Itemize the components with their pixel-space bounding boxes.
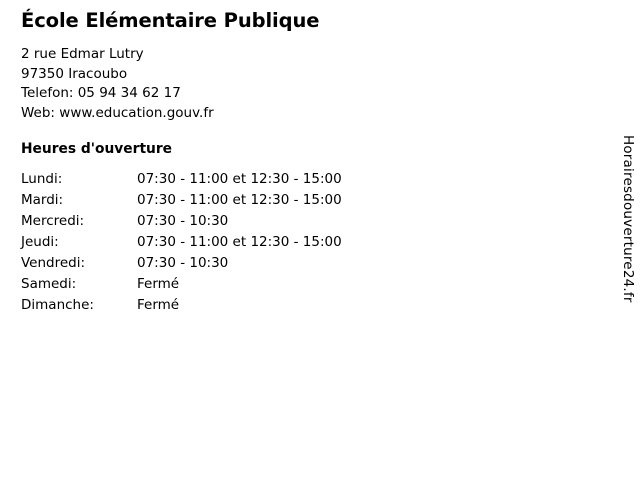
opening-hours-table xyxy=(21,171,342,318)
day-hours: 07:30 - 11:00 et 12:30 - 15:00 xyxy=(137,171,342,188)
day-label: Vendredi: xyxy=(21,255,86,272)
day-hours: 07:30 - 11:00 et 12:30 - 15:00 xyxy=(137,192,342,209)
table-row xyxy=(21,171,342,192)
address-city: 97350 Iracoubo xyxy=(21,65,128,82)
day-hours: 07:30 - 10:30 xyxy=(137,213,229,230)
document-content xyxy=(21,8,581,318)
day-label: Samedi: xyxy=(21,276,77,293)
day-label: Mercredi: xyxy=(21,213,85,230)
day-hours: 07:30 - 10:30 xyxy=(137,255,229,272)
day-hours: 07:30 - 11:00 et 12:30 - 15:00 xyxy=(137,234,342,251)
table-row xyxy=(21,192,342,213)
watermark-label: Horairesdouverture24.fr xyxy=(620,135,636,303)
opening-hours-heading: Heures d'ouverture xyxy=(21,141,173,158)
table-row xyxy=(21,297,342,318)
day-label: Jeudi: xyxy=(21,234,59,251)
address-web: Web: www.education.gouv.fr xyxy=(21,104,214,121)
table-row xyxy=(21,234,342,255)
address-street: 2 rue Edmar Lutry xyxy=(21,46,144,63)
day-hours: Fermé xyxy=(137,297,180,314)
table-row xyxy=(21,255,342,276)
table-row xyxy=(21,276,342,297)
address-block xyxy=(21,45,581,123)
day-label: Lundi: xyxy=(21,171,63,188)
day-label: Mardi: xyxy=(21,192,64,209)
day-label: Dimanche: xyxy=(21,297,94,314)
table-row xyxy=(21,213,342,234)
day-hours: Fermé xyxy=(137,276,180,293)
address-phone: Telefon: 05 94 34 62 17 xyxy=(21,85,181,102)
page-title: École Elémentaire Publique xyxy=(21,9,320,32)
